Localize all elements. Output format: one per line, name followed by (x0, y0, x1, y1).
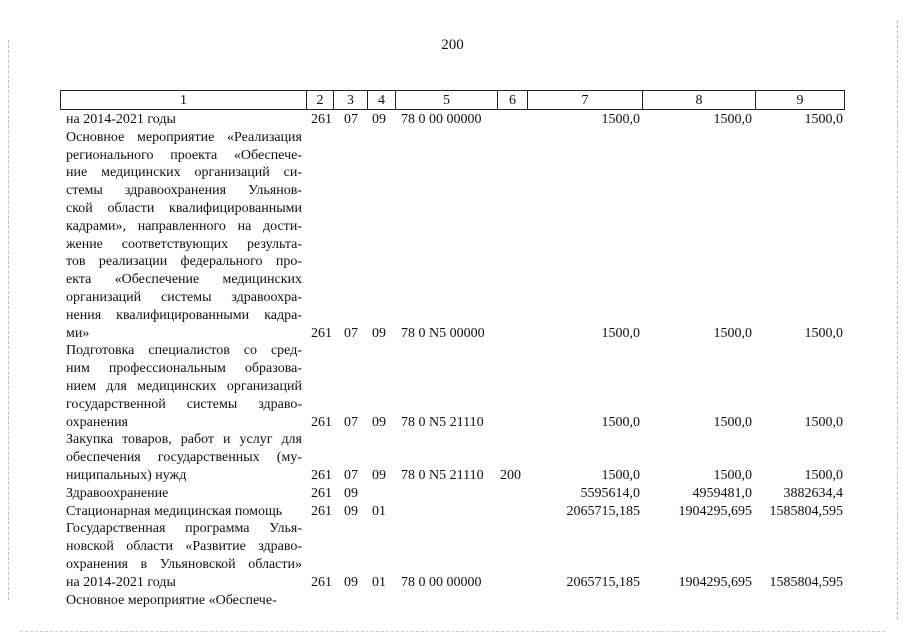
cell-c7: 5595614,0 (580, 485, 640, 501)
description-line: обеспечения государственных (му- (66, 450, 302, 466)
description-line: на 2014-2021 годы (66, 112, 176, 127)
table-row (60, 503, 845, 521)
description-line: охранения (66, 414, 128, 430)
cell-c9: 1500,0 (804, 467, 843, 483)
cell-c9: 1500,0 (804, 112, 843, 127)
header-col-4: 4 (367, 91, 395, 109)
cell-c5: 78 0 N5 21110 (401, 467, 484, 483)
page-number: 200 (441, 37, 464, 53)
table-header (60, 90, 845, 110)
description-line: новской области «Развитие здраво- (66, 539, 302, 555)
description-line: Подготовка специалистов со сред- (66, 343, 302, 359)
cell-c2: 261 (311, 574, 332, 590)
description-line: стемы здравоохранения Ульянов- (66, 183, 302, 199)
header-col-8: 8 (642, 91, 755, 109)
table-row (60, 485, 845, 503)
cell-c2: 261 (311, 112, 332, 127)
row-description (66, 503, 302, 521)
description-line: Стационарная медицинская помощь (66, 503, 283, 519)
cell-c8: 1500,0 (713, 414, 752, 430)
description-line: регионального проекта «Обеспече- (66, 147, 302, 163)
cell-c3: 07 (344, 467, 358, 483)
description-line: жение соответствующих результа- (66, 236, 302, 252)
cell-c9: 3882634,4 (783, 485, 843, 501)
description-line: тов реализации федерального про- (66, 254, 302, 270)
cell-c7: 2065715,185 (566, 503, 640, 519)
row-description (66, 342, 302, 431)
cell-c7: 1500,0 (601, 467, 640, 483)
row-description (66, 111, 302, 129)
cell-c7: 2065715,185 (566, 574, 640, 590)
cell-c9: 1585804,595 (769, 574, 843, 590)
description-line: Здравоохранение (66, 485, 169, 501)
description-line: ние медицинских организаций си- (66, 165, 302, 181)
cell-c4: 09 (372, 112, 386, 127)
cell-c3: 09 (344, 574, 358, 590)
cell-c4: 09 (372, 325, 386, 341)
description-line: на 2014-2021 годы (66, 574, 176, 590)
table-row (60, 520, 845, 591)
description-line: кадрами», направленного на дости- (66, 218, 302, 234)
row-description (66, 520, 302, 591)
header-col-9: 9 (755, 91, 844, 109)
cell-c2: 261 (311, 503, 332, 519)
description-line: охранения в Ульяновской области» (66, 556, 302, 572)
cell-c9: 1500,0 (804, 414, 843, 430)
cell-c5: 78 0 N5 21110 (401, 414, 484, 430)
header-col-7: 7 (527, 91, 642, 109)
cell-c3: 07 (344, 414, 358, 430)
cell-c6: 200 (500, 467, 521, 483)
cell-c8: 1904295,695 (678, 503, 752, 519)
table-row (60, 111, 845, 129)
cell-c7: 1500,0 (601, 112, 640, 127)
description-line: нием для медицинских организаций (66, 378, 302, 394)
cell-c3: 09 (344, 503, 358, 519)
cell-c9: 1585804,595 (769, 503, 843, 519)
cell-c4: 09 (372, 414, 386, 430)
cell-c2: 261 (311, 414, 332, 430)
scan-edge-right (897, 20, 898, 620)
cell-c3: 07 (344, 325, 358, 341)
row-description (66, 129, 302, 343)
row-description (66, 592, 302, 610)
cell-c4: 01 (372, 574, 386, 590)
description-line: ской области квалифицированными (66, 200, 302, 216)
description-line: организаций системы здравоохра- (66, 289, 302, 305)
cell-c2: 261 (311, 485, 332, 501)
cell-c2: 261 (311, 467, 332, 483)
table-row (60, 592, 845, 610)
header-col-2: 2 (306, 91, 333, 109)
cell-c9: 1500,0 (804, 325, 843, 341)
cell-c4: 09 (372, 467, 386, 483)
header-col-1: 1 (180, 93, 187, 108)
description-line: Государственная программа Улья- (66, 521, 302, 537)
header-col-3: 3 (333, 91, 367, 109)
description-line: Основное мероприятие «Обеспече- (66, 592, 277, 608)
row-description (66, 431, 302, 484)
row-description (66, 485, 302, 503)
cell-c4: 01 (372, 503, 386, 519)
cell-c2: 261 (311, 325, 332, 341)
table-row (60, 342, 845, 431)
cell-c7: 1500,0 (601, 414, 640, 430)
description-line: екта «Обеспечение медицинских (66, 272, 302, 288)
cell-c5: 78 0 00 00000 (401, 574, 482, 590)
table-row (60, 129, 845, 343)
cell-c8: 1500,0 (713, 325, 752, 341)
cell-c8: 1500,0 (713, 112, 752, 127)
description-line: Основное мероприятие «Реализация (66, 129, 302, 145)
cell-c8: 1904295,695 (678, 574, 752, 590)
cell-c5: 78 0 00 00000 (401, 112, 482, 127)
description-line: ним профессиональным образова- (66, 361, 302, 377)
header-col-5: 5 (395, 91, 497, 109)
description-line: Закупка товаров, работ и услуг для (66, 432, 302, 448)
description-line: ми» (66, 325, 90, 341)
cell-c7: 1500,0 (601, 325, 640, 341)
cell-c3: 07 (344, 112, 358, 127)
scan-edge-bottom (20, 631, 885, 632)
description-line: ниципальных) нужд (66, 467, 187, 483)
cell-c3: 09 (344, 485, 358, 501)
scan-edge-left (8, 40, 9, 600)
description-line: государственной системы здраво- (66, 396, 302, 412)
header-col-6: 6 (497, 91, 527, 109)
cell-c8: 1500,0 (713, 467, 752, 483)
cell-c8: 4959481,0 (692, 485, 752, 501)
table-row (60, 431, 845, 484)
cell-c5: 78 0 N5 00000 (401, 325, 485, 341)
description-line: нения квалифицированными кадра- (66, 307, 302, 323)
